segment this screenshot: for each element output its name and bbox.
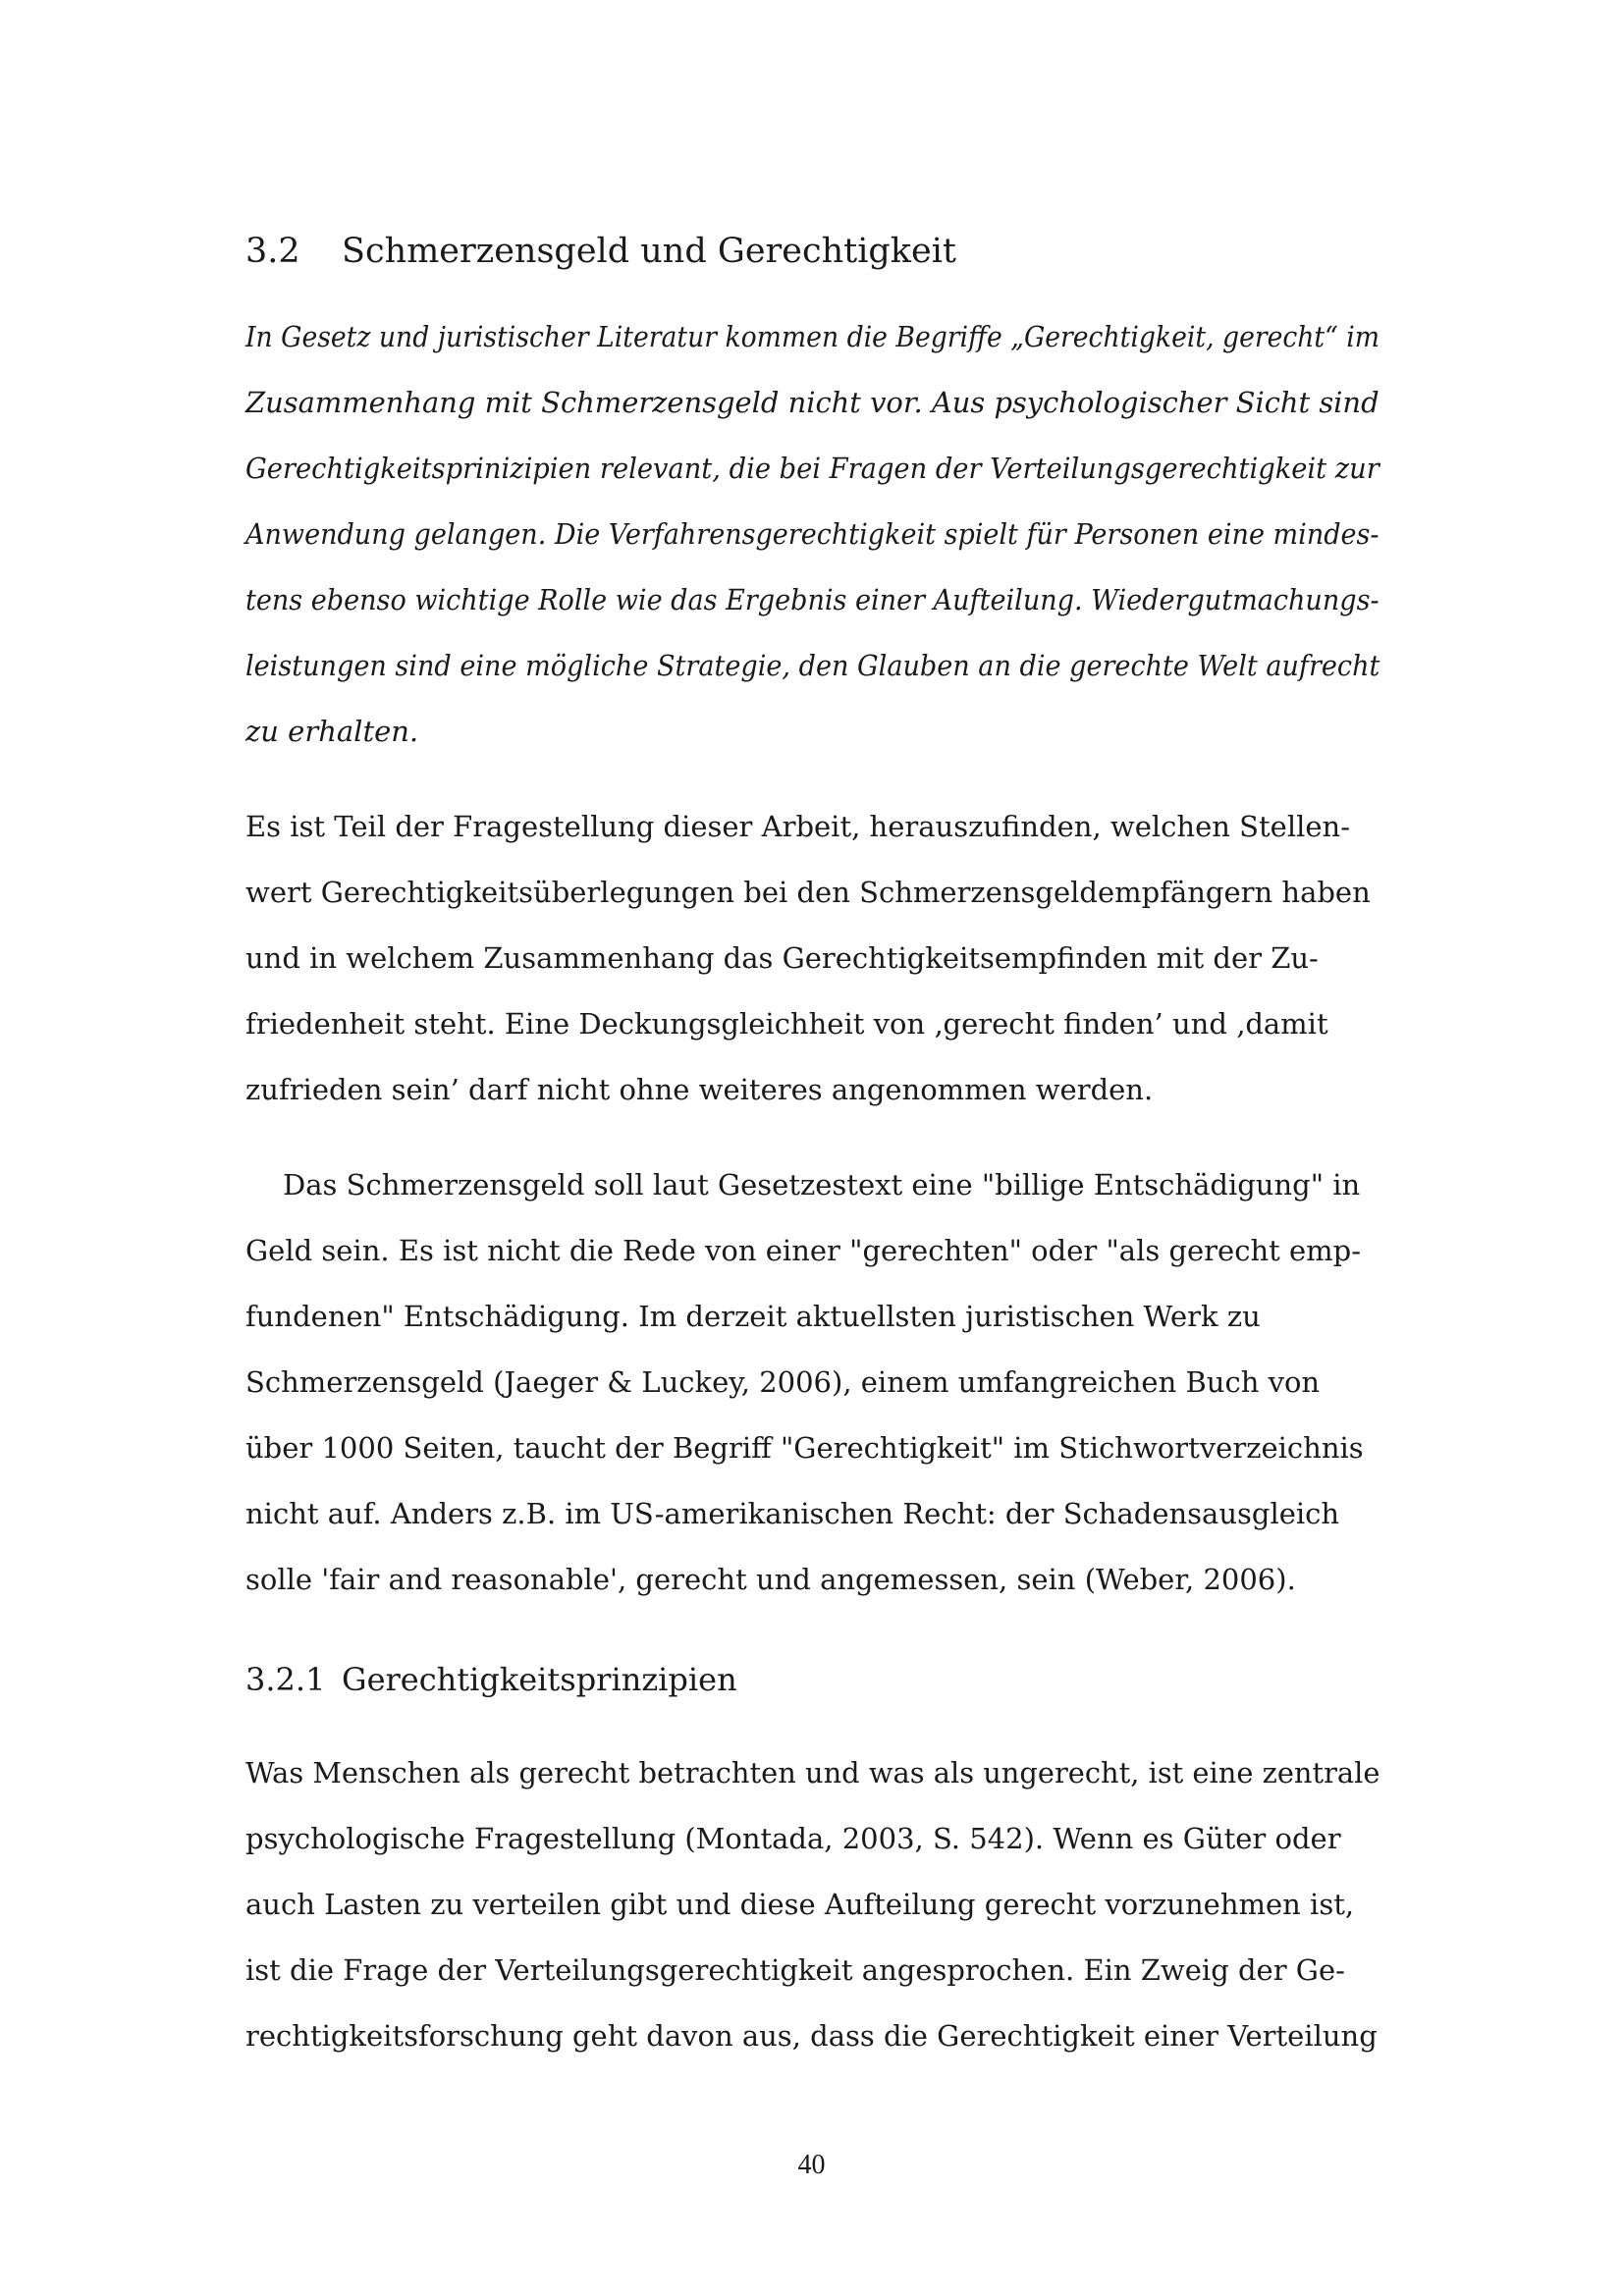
body-line: Das Schmerzensgeld soll laut Gesetzestext eine "billige Entschädigung" in: [283, 1168, 1361, 1201]
abstract-line: Gerechtigkeitsprinizipien relevant, die bei Fragen der Verteilungsgerechtigkeit zur: [245, 452, 1380, 485]
abstract-line: Anwendung gelangen. Die Verfahrensgerechtigkeit spielt für Personen eine mindes-: [245, 517, 1380, 551]
subsection-heading: [245, 1661, 737, 1698]
body-line: solle 'fair and reasonable', gerecht und angemessen, sein (Weber, 2006).: [245, 1563, 1296, 1596]
section-number: 3.2: [245, 232, 300, 271]
section-title: Schmerzensgeld und Gerechtigkeit: [342, 232, 956, 271]
abstract-line: Zusammenhang mit Schmerzensgeld nicht vor. Aus psychologischer Sicht sind: [245, 386, 1380, 419]
body-line: Geld sein. Es ist nicht die Rede von einer "gerechten" oder "als gerecht emp-: [245, 1234, 1362, 1267]
subsection-number: 3.2.1: [245, 1661, 326, 1698]
body-line: Es ist Teil der Fragestellung dieser Arbeit, herauszufinden, welchen Stellen-: [245, 810, 1351, 843]
body-line: friedenheit steht. Eine Deckungsgleichheit von ‚gerecht finden’ und ‚damit: [245, 1007, 1328, 1041]
body-line: über 1000 Seiten, taucht der Begriff "Gerechtigkeit" im Stichwortverzeichnis: [245, 1431, 1364, 1465]
abstract-line: zu erhalten.: [245, 715, 419, 748]
abstract-line: leistungen sind eine mögliche Strategie, den Glauben an die gerechte Welt aufrecht: [245, 649, 1380, 682]
body-line: zufrieden sein’ darf nicht ohne weiteres angenommen werden.: [245, 1073, 1154, 1106]
subsection-title: Gerechtigkeitsprinzipien: [342, 1661, 737, 1698]
body-line: ist die Frage der Verteilungsgerechtigkeit angesprochen. Ein Zweig der Ge-: [245, 1953, 1345, 1987]
body-line: wert Gerechtigkeitsüberlegungen bei den Schmerzensgeldempfängern haben: [245, 876, 1371, 909]
body-line: rechtigkeitsforschung geht davon aus, dass die Gerechtigkeit einer Verteilung: [245, 2019, 1378, 2053]
abstract-line: tens ebenso wichtige Rolle wie das Ergebnis einer Aufteilung. Wiedergutmachungs-: [245, 583, 1380, 616]
abstract-line: In Gesetz und juristischer Literatur kommen die Begriffe „Gerechtigkeit, gerecht“ im: [245, 320, 1380, 353]
body-line: fundenen" Entschädigung. Im derzeit aktuellsten juristischen Werk zu: [245, 1300, 1261, 1333]
body-line: nicht auf. Anders z.B. im US-amerikanischen Recht: der Schadensausgleich: [245, 1497, 1340, 1530]
body-line: psychologische Fragestellung (Montada, 2003, S. 542). Wenn es Güter oder: [245, 1822, 1341, 1855]
body-line: Schmerzensgeld (Jaeger & Luckey, 2006), einem umfangreichen Buch von: [245, 1365, 1321, 1399]
body-line: auch Lasten zu verteilen gibt und diese Aufteilung gerecht vorzunehmen ist,: [245, 1888, 1355, 1921]
page-number: 40: [797, 2150, 826, 2180]
section-heading: [245, 232, 956, 271]
body-line: und in welchem Zusammenhang das Gerechtigkeitsempfinden mit der Zu-: [245, 941, 1319, 975]
body-line: Was Menschen als gerecht betrachten und was als ungerecht, ist eine zentrale: [245, 1756, 1380, 1789]
